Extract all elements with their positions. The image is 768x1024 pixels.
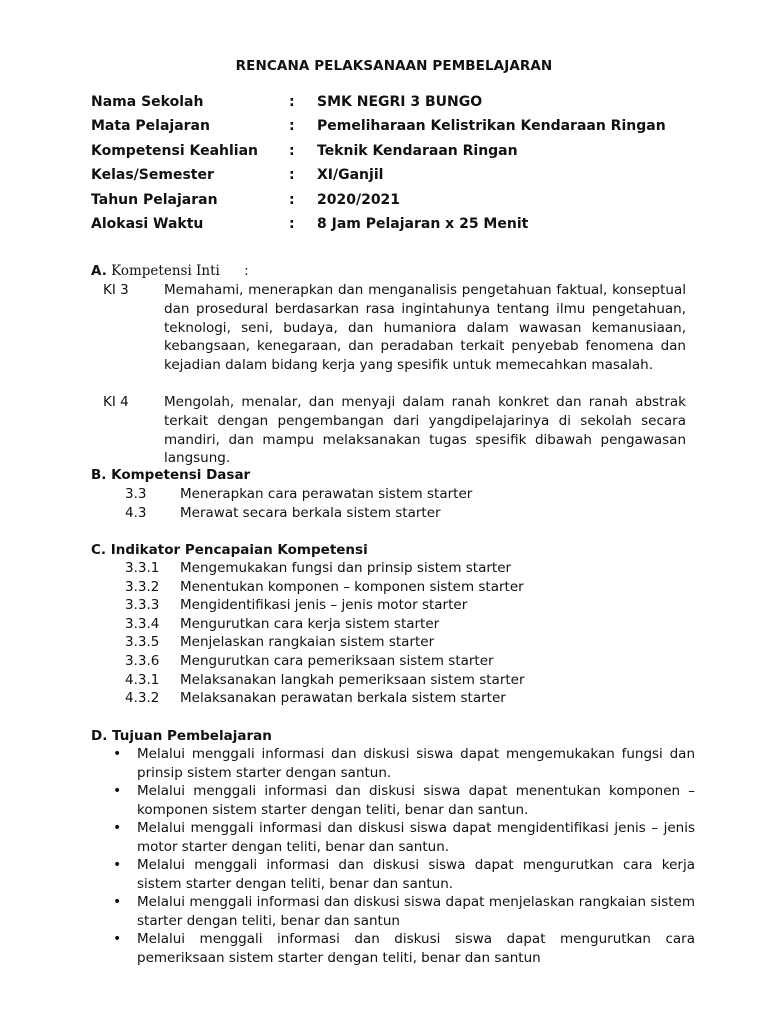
item-text: Mengidentifikasi jenis – jenis motor starter bbox=[180, 597, 468, 614]
info-row-subject bbox=[91, 114, 666, 138]
info-label: Mata Pelajaran bbox=[91, 118, 210, 135]
section-a-letter: A. bbox=[91, 263, 107, 279]
section-d-heading: D. Tujuan Pembelajaran bbox=[91, 728, 272, 744]
item-code: 4.3.2 bbox=[125, 690, 160, 707]
item-code: 3.3.6 bbox=[125, 652, 160, 669]
info-colon: : bbox=[289, 94, 295, 110]
item-text: Melalui menggali informasi dan diskusi siswa dapat menentukan komponen – komponen sistem starter dengan teliti, benar dan santun. bbox=[137, 783, 695, 818]
item-text: Melalui menggali informasi dan diskusi siswa dapat menjelaskan rangkaian sistem starter dengan teliti, benar dan santun bbox=[137, 894, 695, 929]
section-a-heading bbox=[91, 262, 249, 281]
list-item bbox=[113, 745, 695, 782]
indicator-list bbox=[125, 559, 525, 708]
document-title: RENCANA PELAKSANAAN PEMBELAJARAN bbox=[235, 58, 553, 74]
list-item bbox=[125, 689, 525, 708]
info-value: XI/Ganjil bbox=[317, 167, 384, 184]
identity-table bbox=[91, 90, 666, 236]
item-text: Melaksanakan perawatan berkala sistem starter bbox=[180, 690, 506, 707]
item-code: 3.3.4 bbox=[125, 615, 160, 632]
item-text: Melalui menggali informasi dan diskusi siswa dapat mengidentifikasi jenis – jenis motor starter dengan teliti, benar dan santun. bbox=[137, 820, 695, 855]
info-row-school bbox=[91, 90, 666, 114]
section-c-heading: C. Indikator Pencapaian Kompetensi bbox=[91, 542, 368, 558]
list-item bbox=[125, 596, 525, 615]
list-item bbox=[125, 559, 525, 578]
list-item bbox=[125, 504, 472, 523]
bullet-icon: • bbox=[113, 857, 122, 873]
item-text: Mengurutkan cara pemeriksaan sistem starter bbox=[180, 652, 494, 669]
info-value: 8 Jam Pelajaran x 25 Menit bbox=[317, 215, 529, 232]
item-text: Melalui menggali informasi dan diskusi siswa dapat mengemukakan fungsi dan prinsip sistem starter dengan santun. bbox=[137, 746, 695, 781]
list-item bbox=[125, 485, 472, 504]
info-label: Kelas/Semester bbox=[91, 167, 214, 184]
basic-competency-list bbox=[125, 485, 472, 522]
info-colon: : bbox=[289, 215, 295, 232]
info-row-year bbox=[91, 188, 666, 212]
info-label: Nama Sekolah bbox=[91, 94, 204, 110]
list-item bbox=[113, 819, 695, 856]
item-code: 3.3 bbox=[125, 486, 147, 502]
list-item bbox=[125, 615, 525, 634]
bullet-icon: • bbox=[113, 746, 122, 762]
ki-item bbox=[91, 393, 686, 468]
bullet-icon: • bbox=[113, 783, 122, 799]
info-value: 2020/2021 bbox=[317, 191, 401, 208]
item-text: Mengurutkan cara kerja sistem starter bbox=[180, 615, 440, 632]
info-row-time bbox=[91, 212, 666, 236]
info-row-class bbox=[91, 163, 666, 187]
ki-code: KI 3 bbox=[103, 282, 129, 298]
info-colon: : bbox=[289, 191, 295, 208]
item-text: Melalui menggali informasi dan diskusi siswa dapat mengurutkan cara pemeriksaan sistem starter dengan teliti, benar dan santun bbox=[137, 931, 695, 966]
info-label: Alokasi Waktu bbox=[91, 215, 204, 232]
item-text: Mengemukakan fungsi dan prinsip sistem starter bbox=[180, 560, 512, 576]
item-text: Melaksanakan langkah pemeriksaan sistem starter bbox=[180, 671, 525, 688]
ki-code: KI 4 bbox=[103, 394, 129, 410]
info-value: SMK NEGRI 3 BUNGO bbox=[317, 94, 483, 110]
item-text: Menjelaskan rangkaian sistem starter bbox=[180, 634, 435, 651]
item-code: 4.3 bbox=[125, 504, 147, 521]
item-code: 3.3.1 bbox=[125, 560, 160, 576]
list-item bbox=[113, 782, 695, 819]
info-label: Tahun Pelajaran bbox=[91, 191, 218, 208]
info-colon: : bbox=[289, 118, 295, 135]
bullet-icon: • bbox=[113, 894, 122, 910]
info-row-competency bbox=[91, 139, 666, 163]
item-code: 3.3.5 bbox=[125, 634, 160, 651]
list-item bbox=[113, 856, 695, 893]
ki-text: Mengolah, menalar, dan menyaji dalam ranah konkret dan ranah abstrak terkait dengan pengembangan dari yangdipelajarinya di sekolah secara mandiri, dan mampu melaksanakan tugas spesifik dibawah pengawasan langsung. bbox=[164, 394, 686, 467]
objectives-list bbox=[113, 745, 695, 967]
list-item bbox=[113, 893, 695, 930]
list-item bbox=[125, 652, 525, 671]
item-code: 4.3.1 bbox=[125, 671, 160, 688]
item-text: Menerapkan cara perawatan sistem starter bbox=[180, 486, 473, 502]
ki-item bbox=[91, 281, 686, 375]
ki-text: Memahami, menerapkan dan menganalisis pengetahuan faktual, konseptual dan prosedural berdasarkan rasa ingintahunya tentang ilmu pengetahuan, teknologi, seni, budaya, dan humaniora dalam wawasan kemanusiaan, kebangsaan, kenegaraan, dan peradaban terkait penyebab fenomena dan kejadian dalam bidang kerja yang spesifik untuk memecahkan masalah. bbox=[164, 282, 686, 374]
item-text: Merawat secara berkala sistem starter bbox=[180, 504, 441, 521]
section-b-heading: B. Kompetensi Dasar bbox=[91, 467, 251, 483]
info-label: Kompetensi Keahlian bbox=[91, 142, 259, 159]
section-a-colon: : bbox=[244, 263, 249, 279]
info-colon: : bbox=[289, 167, 295, 184]
section-a-title: Kompetensi Inti bbox=[111, 263, 220, 279]
item-code: 3.3.2 bbox=[125, 578, 160, 595]
list-item bbox=[125, 578, 525, 597]
info-value: Pemeliharaan Kelistrikan Kendaraan Ringan bbox=[317, 118, 666, 135]
bullet-icon: • bbox=[113, 931, 122, 947]
item-code: 3.3.3 bbox=[125, 597, 160, 614]
list-item bbox=[125, 671, 525, 690]
item-text: Menentukan komponen – komponen sistem starter bbox=[180, 578, 524, 595]
info-value: Teknik Kendaraan Ringan bbox=[317, 142, 518, 159]
list-item bbox=[125, 633, 525, 652]
list-item bbox=[113, 930, 695, 967]
item-text: Melalui menggali informasi dan diskusi siswa dapat mengurutkan cara kerja sistem starter dengan teliti, benar dan santun. bbox=[137, 857, 695, 892]
info-colon: : bbox=[289, 142, 295, 159]
bullet-icon: • bbox=[113, 820, 122, 836]
